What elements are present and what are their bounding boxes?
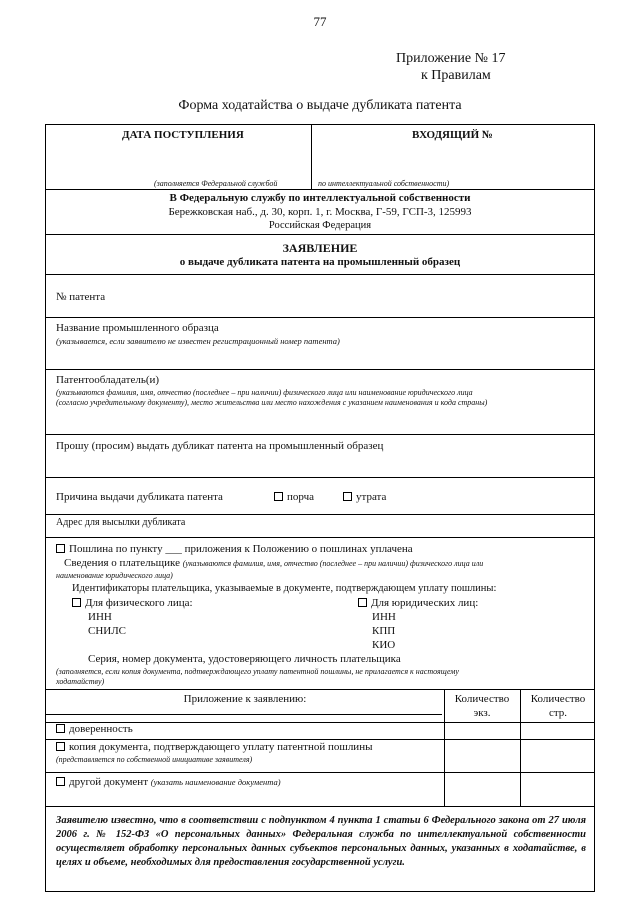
addressee-line-2: Бережковская наб., д. 30, корп. 1, г. Москва, Г-59, ГСП-3, 125993 (168, 206, 472, 218)
checkbox-power-of-attorney[interactable] (56, 724, 65, 733)
copies-col-header-1: Количество (454, 693, 510, 705)
design-name-note: (указывается, если заявителю не известен регистрационный номер патента) (56, 336, 340, 346)
attachment-fee-copy-note: (представляется по собственной инициативе заявителя) (56, 755, 253, 764)
checkbox-loss[interactable] (343, 492, 352, 501)
fee-paid-item[interactable] (56, 543, 413, 555)
attachment-other-label: другой документ (69, 776, 149, 788)
patent-owner-label: Патентообладатель(и) (56, 374, 160, 386)
checkbox-legal-entity[interactable] (358, 598, 367, 607)
id-document-note-1: (заполняется, если копия документа, подтверждающего уплату патентной пошлины, не прилагается к настоящему (56, 667, 459, 676)
id-document-label: Серия, номер документа, удостоверяющего личность плательщика (88, 653, 401, 665)
individual-item[interactable] (72, 597, 193, 609)
copies-col-header-2: экз. (473, 707, 491, 719)
reason-label: Причина выдачи дубликата патента (56, 491, 223, 503)
legal-entity-item[interactable] (358, 597, 478, 609)
pages-col-header-1: Количество (530, 693, 586, 705)
page-number: 77 (313, 14, 327, 29)
attachment-other[interactable] (56, 776, 281, 788)
reason-option-damage[interactable] (274, 491, 314, 503)
payer-label: Сведения о плательщике (64, 557, 180, 569)
attachment-power-of-attorney[interactable] (56, 723, 133, 735)
legal-inn: ИНН (372, 611, 396, 623)
form-title: Форма ходатайства о выдаче дубликата патента (178, 98, 462, 113)
fee-paid-label: Пошлина по пункту ___ приложения к Положению о пошлинах уплачена (69, 543, 413, 555)
addressee-line-1: В Федеральную службу по интеллектуальной собственности (169, 192, 471, 204)
patent-number-label: № патента (56, 291, 106, 303)
checkbox-other-document[interactable] (56, 777, 65, 786)
checkbox-fee-paid[interactable] (56, 544, 65, 553)
appendix-label (396, 50, 506, 84)
checkbox-individual[interactable] (72, 598, 81, 607)
id-document-note-2: ходатайству) (56, 677, 105, 686)
incoming-number-label: ВХОДЯЩИЙ № (412, 129, 493, 141)
attachment-other-note: (указать наименование документа) (150, 777, 281, 787)
checkbox-fee-copy[interactable] (56, 742, 65, 751)
pages-col-header-2: стр. (548, 707, 568, 719)
reason-option-loss-label: утрата (356, 491, 387, 503)
payer-note-1: (указываются фамилия, имя, отчество (последнее – при наличии) физического лица или (182, 559, 484, 568)
date-received-label: ДАТА ПОСТУПЛЕНИЯ (122, 129, 244, 141)
legal-kio: КИО (372, 639, 396, 651)
attachment-fee-copy[interactable] (56, 741, 372, 753)
application-title: ЗАЯВЛЕНИЕ (282, 241, 358, 255)
design-name-label: Название промышленного образца (56, 322, 219, 334)
payer-info (64, 557, 483, 569)
application-form (45, 124, 595, 892)
patent-owner-note-2: (согласно учредительному документу), место жительства или место нахождения с указанием наименования и кода страны) (56, 398, 488, 407)
individual-snils: СНИЛС (88, 625, 127, 637)
identifiers-label: Идентификаторы плательщика, указываемые в документе, подтверждающем уплату пошлины: (72, 583, 497, 594)
consent-text: Заявителю известно, что в соответствии с подпунктом 4 пункта 1 статьи 6 Федерального закона от 27 июля 2006 г. № 152-ФЗ «О персональных данных» Федеральная служба по интеллектуальной собственности осуществляет обработку персональных данных субъектов персональных данных, указанных в ходатайстве, в целях и объеме, необходимых для предоставления государственной услуги. (56, 815, 586, 868)
payer-note-2: наименование юридического лица) (56, 571, 173, 580)
checkbox-damage[interactable] (274, 492, 283, 501)
header-divider (311, 125, 312, 189)
reason-option-loss[interactable] (343, 491, 386, 503)
attachment-power-of-attorney-label: доверенность (69, 723, 133, 735)
addressee-line-3: Российская Федерация (268, 220, 372, 231)
fill-note-left: (заполняется Федеральной службой (154, 179, 278, 188)
request-text: Прошу (просим) выдать дубликат патента на промышленный образец (56, 440, 384, 452)
appendix-line-1: Приложение № 17 (396, 51, 506, 66)
attachments-header: Приложение к заявлению: (183, 693, 307, 705)
individual-label: Для физического лица: (85, 597, 193, 609)
attachment-fee-copy-label: копия документа, подтверждающего уплату патентной пошлины (69, 741, 373, 753)
legal-entity-label: Для юридических лиц: (371, 597, 479, 609)
appendix-line-2: к Правилам (421, 68, 491, 83)
individual-inn: ИНН (88, 611, 112, 623)
fill-note-right: по интеллектуальной собственности) (318, 179, 450, 188)
legal-kpp: КПП (372, 625, 396, 637)
patent-owner-note-1: (указываются фамилия, имя, отчество (последнее – при наличии) физического лица или наименование юридического лица (56, 388, 473, 397)
address-label: Адрес для высылки дубликата (56, 517, 186, 528)
reason-option-damage-label: порча (287, 491, 315, 503)
application-subtitle: о выдаче дубликата патента на промышленный образец (179, 256, 461, 268)
